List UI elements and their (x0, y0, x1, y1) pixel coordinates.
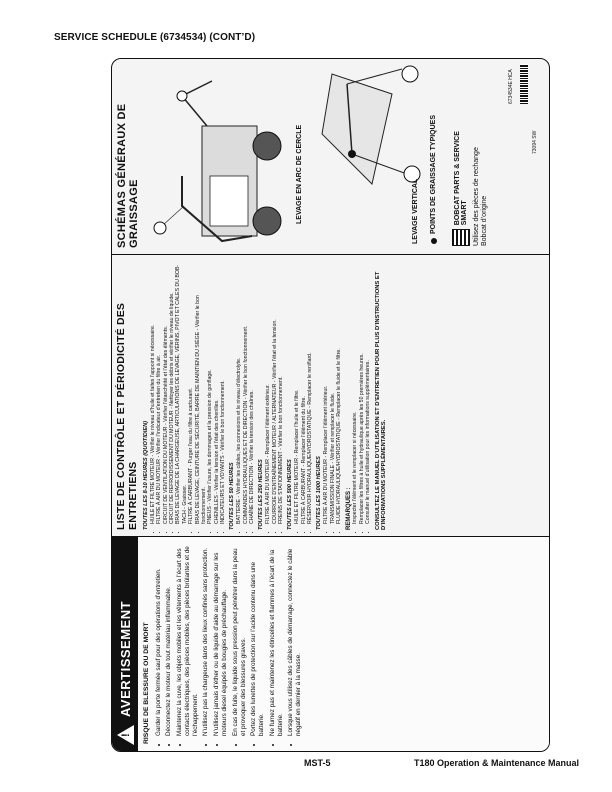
list-item: • FILTRE À CARBURANT - Purger l’eau du filtre à carburant. (188, 261, 194, 524)
warning-item: • Ne fumez pas et maintenez les étincelles et flammes à l’écart de la batterie. (269, 544, 285, 736)
page-title: SERVICE SCHEDULE (6734534) (CONT’D) (54, 32, 256, 43)
bobcat-logo-icon (452, 229, 470, 246)
list-item: • PNEUS - Vérifier l’usure, les dommages et la pression de gonflage. (207, 261, 213, 524)
remark-item: • Inspecter l’élément et le remplacer si nécessaire. (352, 261, 358, 524)
interval-heading: TOUTES LES 50 HEURES (229, 462, 236, 530)
decal-rotated-content (112, 59, 549, 751)
warning-banner (112, 537, 138, 751)
interval-heading: TOUTES LES 250 HEURES (258, 459, 265, 530)
warning-item: • Garder la porte fermée sauf pour des opérations d’entretien. (155, 544, 163, 736)
list-item: • FILTRE À AIR DU MOTEUR - Remplacer l’élément intérieur. (323, 261, 329, 524)
warning-list (155, 544, 304, 744)
interval-list (150, 261, 226, 530)
interval-heading: TOUTES LES 1000 HEURES (316, 456, 323, 530)
manual-title: T180 Operation & Maintenance Manual (414, 758, 580, 768)
warning-item: • N’utilisez pas la chargeuse dans des lieux confinés sans protection. (202, 544, 210, 736)
list-item: • CHENILLES - Vérifier la tension et l’état des chenilles. (214, 261, 220, 524)
interval-heading: TOUTES LES 500 HEURES (287, 459, 294, 530)
list-item: • FREINS DE STATIONNEMENT - Vérifier le bon fonctionnement. (278, 261, 284, 524)
schedule-panel (112, 254, 549, 536)
radial-lift-label: LEVAGE EN ARC DE CERCLE (296, 124, 303, 224)
service-decal (111, 58, 550, 752)
warning-title: RISQUE DE BLESSURE OU DE MORT (143, 622, 150, 744)
decal-code-secondary: 73094 SW (532, 130, 538, 154)
list-item: • FILTRE À AIR DU MOTEUR - Vérifier l’indicateur d’entretien du filtre à air. (156, 261, 162, 524)
warning-item: • Déconnectez le moteur de tout matériau inflammable. (165, 544, 173, 736)
list-item: • BATTERIE - Vérifier les câbles, les connexions et le niveau d’électrolyte. (236, 261, 242, 524)
grease-point-icon (431, 238, 437, 244)
warning-item: • Maintenez la cuve, les objets mobiles et les vêtements à l’écart des contacts électriques, des pièces mobiles, des pièces brûlantes et de l’échappement. (176, 544, 200, 736)
consult-manual-note: CONSULTEZ LE MANUEL D’UTILISATION ET D’ENTRETIEN POUR PLUS D’INSTRUCTIONS ET D’INFORMATIONS SUPPLÉMENTAIRES. (375, 271, 388, 530)
parts-logo-text: BOBCAT PARTS & SERVICE SMART (453, 131, 468, 226)
diagram-panel (112, 59, 549, 254)
warning-banner-text: AVERTISSEMENT (117, 600, 133, 717)
parts-logo (452, 126, 470, 246)
interval-list (323, 261, 342, 530)
remarks-title: REMARQUES : (346, 487, 353, 530)
warning-icon: ! (117, 725, 134, 745)
warning-item: • N’utilisez jamais d’éther ou de liquide d’aide au démarrage sur les moteurs diesel équipés de bougies de préchauffage. (213, 544, 229, 736)
list-item: • CHAÎNE DE DIRECTION - Vérifier la tension des chaînes. (249, 261, 255, 524)
genuine-parts-text: Utilisez des pièces de rechange Bobcat d’origine (473, 147, 489, 246)
diagram-title: SCHÉMAS GÉNÉRAUX DE GRAISSAGE (116, 103, 140, 248)
vertical-lift-label: LEVAGE VERTICAL (412, 178, 419, 244)
page-number: MST-5 (304, 758, 331, 768)
warning-panel (112, 536, 549, 751)
list-item: • FILTRE À AIR DU MOTEUR - Remplacer l’élément extérieur. (265, 261, 271, 524)
interval-heading: TOUTES LES 8-10 HEURES (QUOTIDIEN) (143, 421, 150, 530)
remarks-list (352, 261, 371, 530)
list-item: • BRAS DE LEVAGE DE LA CHARGEUSE, ARTICULATIONS DE LEVAGE, VÉRINS, PIVOT ET CALES DU BOB-TACH - Graisser. (175, 261, 188, 524)
warning-item: • Portez des lunettes de protection sur l’acide contenu dans une batterie. (250, 544, 266, 736)
list-item: • CIRCUIT DE VENTILATION DU MOTEUR - Vérifier l’étanchéité et l’état des éléments. (163, 261, 169, 524)
grease-legend-text: POINTS DE GRAISSAGE TYPIQUES (430, 114, 437, 234)
list-item: • COURROIE D’ENTRAÎNEMENT MOTEUR / ALTERNATEUR - Vérifier l’état et la tension. (272, 261, 278, 524)
list-item: • BRAS DE LEVAGE, CEINTURE DE SÉCURITÉ, BARRE DE MAINTIEN DU SIÈGE - Vérifier le bon fonctionnement. (195, 261, 208, 524)
list-item: • TRANSMISSION FINALE - Vérifier et remplacer le fluide. (330, 261, 336, 524)
interval-list (236, 261, 255, 530)
list-item: • INDICATEURS ET VOYANTS - Vérifier le bon fonctionnement. (220, 261, 226, 524)
grease-points-legend (430, 115, 437, 244)
warning-body (138, 537, 311, 751)
list-item: • HUILE ET FILTRE MOTEUR - Vérifier le niveau d’huile et faites l’appoint si nécessaire. (150, 261, 156, 524)
decal-code: 6734534E HCA (508, 69, 514, 104)
schedule-title: LISTE DE CONTRÔLE ET PÉRIODICITÉ DES ENTRETIENS (115, 302, 139, 530)
list-item: • RÉSERVOIR HYDRAULIQUE/HYDROSTATIQUE - Remplacer le reniflard. (307, 261, 313, 524)
list-item: • CIRCUIT DE REFROIDISSEMENT DU MOTEUR - Nettoyer les débris et vérifier le niveau de liquide. (169, 261, 175, 524)
parts-logo-block (452, 126, 490, 246)
list-item: • HUILE ET FILTRE MOTEUR - Remplacer l’huile et le filtre. (294, 261, 300, 524)
radial-lift-diagram (142, 76, 292, 246)
interval-list (294, 261, 313, 530)
remark-item: • Remplacer les filtres à huile et hydraulique après les 50 premières heures. (359, 261, 365, 524)
interval-list (265, 261, 284, 530)
remark-item: • Consulter le manuel d’utilisation pour les informations supplémentaires. (365, 261, 371, 524)
list-item: • FILTRE À CARBURANT - Remplacer l’élément du filtre. (301, 261, 307, 524)
barcode (520, 64, 528, 104)
warning-item: • En cas de fuite, le liquide sous pression peut pénétrer dans la peau et provoquer des blessures graves. (232, 544, 248, 736)
list-item: • FLUIDE HYDRAULIQUE/HYDROSTATIQUE - Remplacer le fluide et le filtre. (336, 261, 342, 524)
warning-item: • Lorsque vous utilisez des câbles de démarrage, connectez le câble négatif en dernier à la masse. (287, 544, 303, 736)
list-item: • COMMANDES HYDRAULIQUES ET DE DIRECTION - Vérifier le bon fonctionnement. (243, 261, 249, 524)
vertical-lift-diagram (312, 64, 432, 194)
